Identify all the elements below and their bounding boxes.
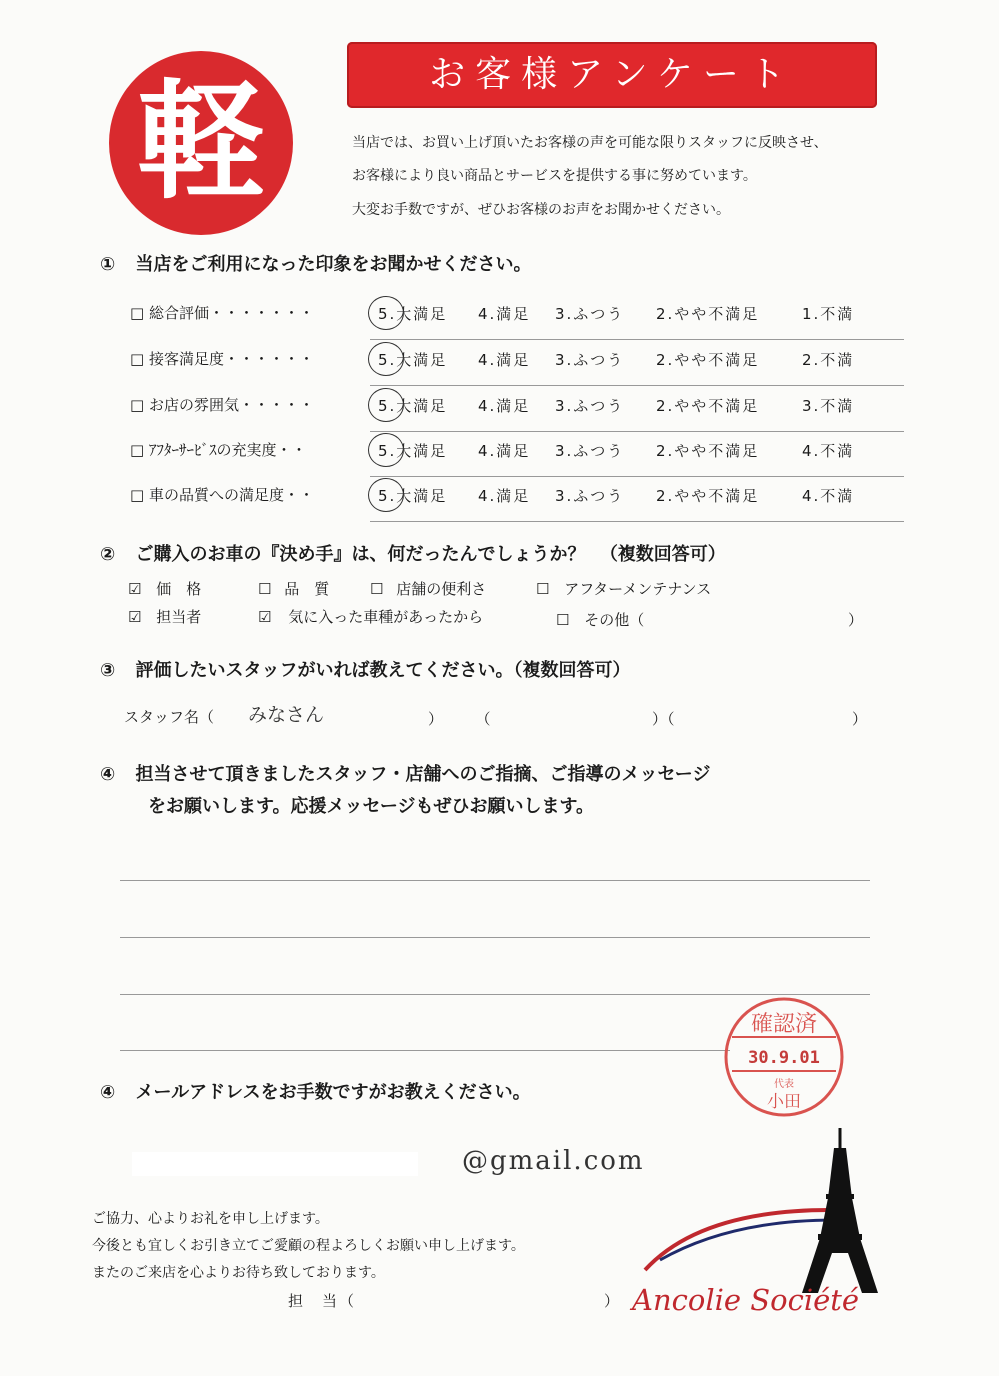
q2-option-quality[interactable] [258, 578, 329, 599]
q1-row-label: □ 総合評価・・・・・・・ [130, 304, 314, 322]
stamp-date: 30.9.01 [748, 1048, 820, 1068]
q2-option-model[interactable] [258, 606, 483, 627]
intro-line-2: お客様により良い商品とサービスを提供する事に努めています。 [352, 168, 757, 184]
q3-number: ③ [100, 660, 116, 681]
q1-choice-c2[interactable]: 2.やや不満足 [656, 442, 760, 460]
q1-choice-c3[interactable]: 3.ふつう [555, 351, 625, 369]
footer-staff-close: ） [604, 1292, 620, 1310]
message-line-2[interactable] [120, 937, 870, 938]
q2-option-staff-label: 担当者 [156, 608, 202, 626]
q1-heading [100, 250, 532, 276]
email-domain[interactable]: @gmail.com [462, 1146, 645, 1176]
q1-row-label: □ ｱﾌﾀｰｻｰﾋﾞｽの充実度・・ [130, 441, 307, 459]
q1-choice-c4[interactable]: 4.満足 [478, 351, 531, 369]
q2-option-maintenance[interactable] [536, 578, 711, 599]
q1-choice-c1[interactable]: 4.不満 [802, 487, 855, 505]
checkbox-checked-icon[interactable]: ☑ [258, 608, 272, 626]
q1-row-label: □ お店の雰囲気・・・・・ [130, 396, 314, 414]
q5-heading [100, 1078, 531, 1104]
q1-choice-c5[interactable]: 5.大満足 [378, 351, 448, 369]
q1-choice-c3[interactable]: 3.ふつう [555, 487, 625, 505]
q2-option-maintenance-label: アフターメンテナンス [564, 580, 712, 598]
message-line-1[interactable] [120, 880, 870, 881]
q2-question: ご購入のお車の『決め手』は、何だったんでしょうか？ [135, 544, 586, 565]
selection-circle-icon [368, 296, 404, 330]
page-title: お客様アンケート [429, 54, 795, 95]
q5-question: メールアドレスをお手数ですがお教えください。 [135, 1082, 531, 1103]
footer-line-2: 今後とも宜しくお引き立てご愛顧の程よろしくお願い申し上げます。 [92, 1238, 525, 1254]
q2-option-other-label: その他（ [584, 611, 645, 629]
q2-number: ② [100, 544, 116, 565]
q1-choice-c2[interactable]: 2.やや不満足 [656, 487, 760, 505]
approval-stamp [722, 995, 846, 1119]
checkbox-checked-icon[interactable]: ☑ [128, 580, 142, 598]
q1-row-underline [370, 339, 904, 340]
staff-name-bracket-2: ）（ [652, 710, 675, 728]
q4-line-2: をお願いします。応援メッセージもぜひお願いします。 [148, 796, 595, 817]
email-redaction [132, 1152, 418, 1176]
q1-choice-c5[interactable]: 5.大満足 [378, 397, 448, 415]
intro-line-3: 大変お手数ですが、ぜひお客様のお声をお聞かせください。 [352, 202, 730, 218]
q1-choice-c2[interactable]: 2.やや不満足 [656, 397, 760, 415]
q2-other-close: ） [848, 611, 864, 629]
q1-choice-c3[interactable]: 3.ふつう [555, 397, 625, 415]
q1-choice-c3[interactable]: 3.ふつう [555, 305, 625, 323]
q1-choice-c4[interactable]: 4.満足 [478, 397, 531, 415]
logo-emblem [106, 48, 296, 238]
q1-choice-c4[interactable]: 4.満足 [478, 442, 531, 460]
footer-line-1: ご協力、心よりお礼を申し上げます。 [92, 1211, 329, 1227]
q4-number: ④ [100, 764, 116, 785]
q2-option-model-label: 気に入った車種があったから [288, 608, 484, 626]
staff-name-bracket-1: ）（ [428, 710, 531, 728]
q2-option-staff[interactable] [128, 606, 201, 627]
q1-row-underline [370, 431, 904, 432]
q2-option-convenience-label: 店舗の便利さ [396, 580, 487, 598]
intro-line-1: 当店では、お買い上げ頂いたお客様の声を可能な限りスタッフに反映させ、 [352, 135, 828, 151]
q2-option-quality-label: 品 質 [284, 580, 330, 598]
checkbox-checked-icon[interactable]: ☑ [128, 608, 142, 626]
q1-choice-c5[interactable]: 5.大満足 [378, 442, 448, 460]
q1-question: 当店をご利用になった印象をお聞かせください。 [135, 254, 532, 275]
q1-choice-c2[interactable]: 2.やや不満足 [656, 305, 760, 323]
staff-name-answer[interactable]: みなさん [248, 704, 325, 726]
q1-choice-c4[interactable]: 4.満足 [478, 487, 531, 505]
q2-note: （複数回答可） [599, 544, 726, 565]
staff-name-bracket-3: ） [852, 710, 868, 728]
title-banner [347, 42, 877, 108]
footer-staff-label: 担 当（ [288, 1292, 357, 1310]
q1-row-underline [370, 385, 904, 386]
stamp-role: 代表 [774, 1079, 794, 1090]
q1-choice-c1[interactable]: 2.不満 [802, 351, 855, 369]
q1-choice-c5[interactable]: 5.大満足 [378, 305, 448, 323]
selection-circle-icon [368, 342, 404, 376]
q1-choice-c1[interactable]: 3.不満 [802, 397, 855, 415]
q3-heading [100, 656, 631, 682]
q4-heading [100, 760, 710, 786]
selection-circle-icon [368, 478, 404, 512]
q2-option-other[interactable] [556, 609, 644, 630]
q1-choice-c3[interactable]: 3.ふつう [555, 442, 625, 460]
q1-choice-c5[interactable]: 5.大満足 [378, 487, 448, 505]
q1-row-underline [370, 521, 904, 522]
q5-number: ④ [100, 1082, 116, 1103]
q1-row-label: □ 接客満足度・・・・・・ [130, 350, 314, 368]
q2-heading [100, 540, 726, 566]
selection-circle-icon [368, 433, 404, 467]
q3-question: 評価したいスタッフがいれば教えてください。（複数回答可） [135, 660, 631, 681]
eiffel-tower-icon [790, 1128, 890, 1298]
q1-choice-c2[interactable]: 2.やや不満足 [656, 351, 760, 369]
checkbox-icon[interactable]: ☐ [258, 580, 272, 598]
q1-choice-c1[interactable]: 4.不満 [802, 442, 855, 460]
brand-logo: Ancolie Société [632, 1283, 860, 1317]
checkbox-icon[interactable]: ☐ [370, 580, 384, 598]
q1-number: ① [100, 254, 116, 275]
selection-circle-icon [368, 388, 404, 422]
q1-choice-c1[interactable]: 1.不満 [802, 305, 855, 323]
staff-name-label: スタッフ名（ [124, 708, 215, 726]
q2-option-price-label: 価 格 [156, 580, 202, 598]
q1-row-label: □ 車の品質への満足度・・ [130, 486, 314, 504]
q2-option-price[interactable] [128, 578, 201, 599]
stamp-top: 確認済 [750, 1012, 818, 1037]
checkbox-icon[interactable]: ☐ [556, 611, 570, 629]
checkbox-icon[interactable]: ☐ [536, 580, 550, 598]
q2-option-convenience[interactable] [370, 578, 486, 599]
stamp-name: 小田 [767, 1092, 801, 1112]
q1-row-underline [370, 476, 904, 477]
q4-line-1: 担当させて頂きましたスタッフ・店舗へのご指摘、ご指導のメッセージ [135, 764, 711, 785]
footer-line-3: またのご来店を心よりお待ち致しております。 [92, 1265, 385, 1281]
q1-choice-c4[interactable]: 4.満足 [478, 305, 531, 323]
logo-text: 軽 [136, 68, 266, 217]
message-line-4[interactable] [120, 1050, 730, 1051]
